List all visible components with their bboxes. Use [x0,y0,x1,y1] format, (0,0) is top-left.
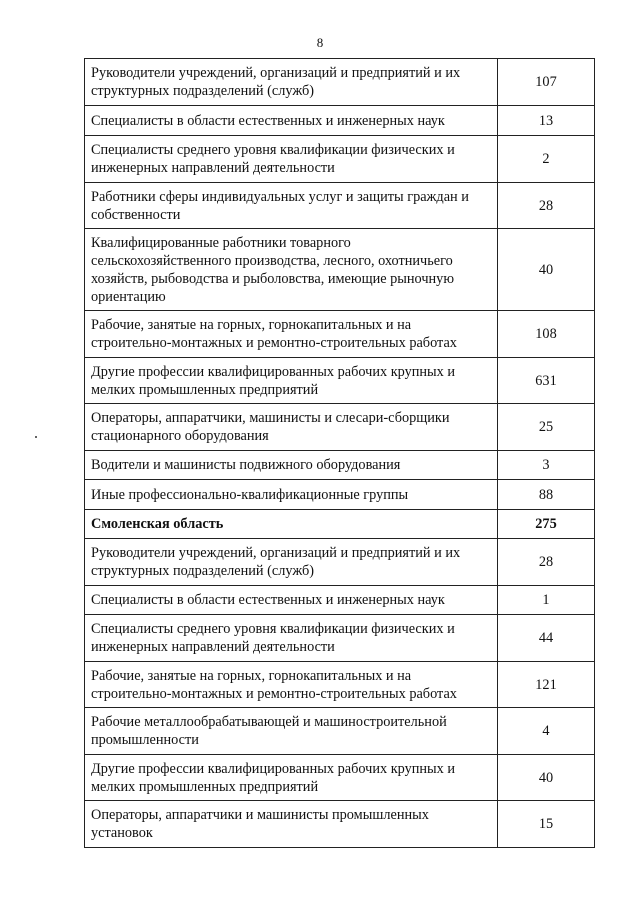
occupation-count-cell: 1 [498,586,595,615]
occupation-name-cell: Специалисты в области естественных и инженерных наук [85,586,498,615]
region-name-cell: Смоленская область [85,510,498,539]
occupation-name-cell: Специалисты среднего уровня квалификации физических и инженерных направлений деятельности [85,615,498,662]
table-row [85,480,595,510]
occupation-name-cell: Работники сферы индивидуальных услуг и защиты граждан и собственности [85,183,498,229]
occupation-count-cell: 13 [498,106,595,136]
table-row [85,755,595,801]
occupation-count-cell: 40 [498,229,595,311]
table-row [85,358,595,404]
occupation-count-cell: 15 [498,801,595,848]
occupation-name-cell: Операторы, аппаратчики, машинисты и слесари-сборщики стационарного оборудования [85,404,498,451]
table-row [85,801,595,848]
occupation-count-cell: 3 [498,451,595,480]
occupation-table-body [85,59,595,848]
occupation-name-cell: Квалифицированные работники товарного сельскохозяйственного производства, лесного, охотничьего хозяйств, рыбоводства и рыболовства, имеющие рыночную ориентацию [85,229,498,311]
occupation-count-cell: 44 [498,615,595,662]
table-row [85,229,595,311]
table-row [85,311,595,358]
table-row [85,404,595,451]
table-row [85,106,595,136]
scan-speck [35,436,37,438]
occupation-name-cell: Другие профессии квалифицированных рабочих крупных и мелких промышленных предприятий [85,358,498,404]
table-row [85,136,595,183]
table-row [85,586,595,615]
occupation-count-cell: 28 [498,539,595,586]
occupation-name-cell: Рабочие, занятые на горных, горнокапитальных и на строительно-монтажных и ремонтно-строительных работах [85,662,498,708]
occupation-count-cell: 121 [498,662,595,708]
occupation-name-cell: Другие профессии квалифицированных рабочих крупных и мелких промышленных предприятий [85,755,498,801]
table-row [85,451,595,480]
table-row [85,183,595,229]
table-row [85,662,595,708]
occupation-count-cell: 88 [498,480,595,510]
table-row [85,708,595,755]
occupation-count-cell: 40 [498,755,595,801]
occupation-count-cell: 4 [498,708,595,755]
occupation-name-cell: Рабочие металлообрабатывающей и машиностроительной промышленности [85,708,498,755]
occupation-name-cell: Специалисты среднего уровня квалификации физических и инженерных направлений деятельности [85,136,498,183]
region-row [85,510,595,539]
occupation-count-cell: 28 [498,183,595,229]
occupation-count-cell: 25 [498,404,595,451]
occupation-name-cell: Водители и машинисты подвижного оборудования [85,451,498,480]
occupation-name-cell: Руководители учреждений, организаций и предприятий и их структурных подразделений (служб) [85,539,498,586]
occupation-name-cell: Руководители учреждений, организаций и предприятий и их структурных подразделений (служб) [85,59,498,106]
occupation-count-cell: 108 [498,311,595,358]
occupation-table [84,58,595,848]
occupation-name-cell: Рабочие, занятые на горных, горнокапитальных и на строительно-монтажных и ремонтно-строительных работах [85,311,498,358]
occupation-count-cell: 2 [498,136,595,183]
occupation-count-cell: 107 [498,59,595,106]
table-row [85,615,595,662]
page-number: 8 [316,35,324,50]
occupation-name-cell: Иные профессионально-квалификационные группы [85,480,498,510]
occupation-name-cell: Операторы, аппаратчики и машинисты промышленных установок [85,801,498,848]
table-row [85,539,595,586]
region-count-cell: 275 [498,510,595,539]
occupation-name-cell: Специалисты в области естественных и инженерных наук [85,106,498,136]
table-row [85,59,595,106]
occupation-count-cell: 631 [498,358,595,404]
